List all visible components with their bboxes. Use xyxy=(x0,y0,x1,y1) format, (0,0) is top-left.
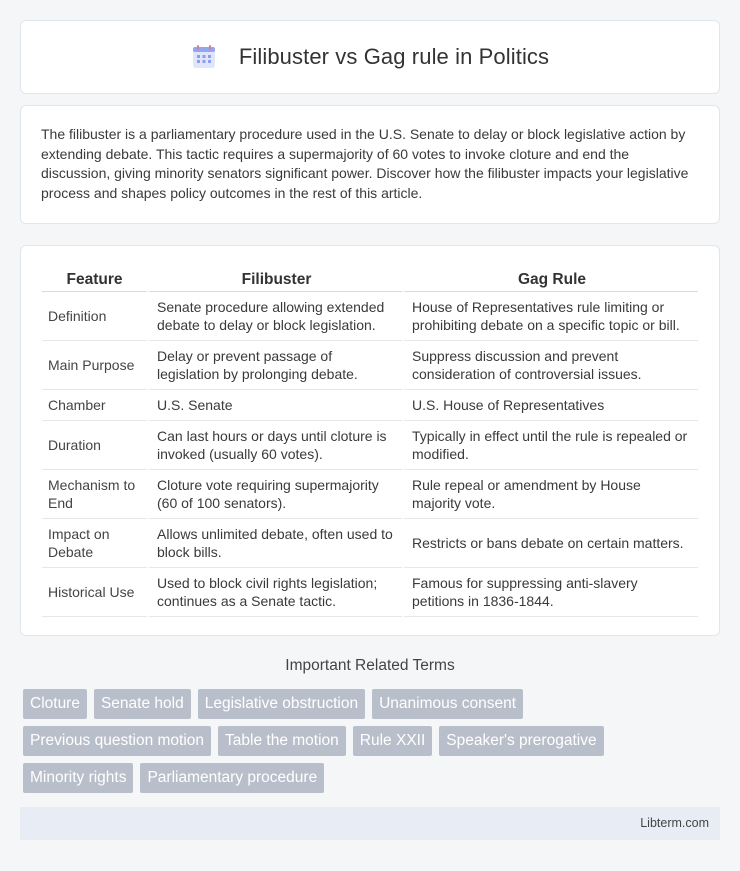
tag-unanimous-consent[interactable]: Unanimous consent xyxy=(372,689,523,719)
related-terms-list xyxy=(23,689,723,800)
tag-senate-hold[interactable]: Senate hold xyxy=(94,689,191,719)
related-terms-heading: Important Related Terms xyxy=(285,657,455,674)
gag-rule-cell: Rule repeal or amendment by House majority vote. xyxy=(402,470,698,519)
feature-cell: Chamber xyxy=(42,390,147,421)
filibuster-cell: U.S. Senate xyxy=(147,390,402,421)
filibuster-cell: Allows unlimited debate, often used to block bills. xyxy=(147,519,402,568)
table-row xyxy=(42,519,698,568)
tag-parliamentary-procedure[interactable]: Parliamentary procedure xyxy=(140,763,324,793)
gag-rule-cell: Typically in effect until the rule is repealed or modified. xyxy=(402,421,698,470)
intro-card xyxy=(20,105,720,224)
tag-previous-question-motion[interactable]: Previous question motion xyxy=(23,726,211,756)
table-row xyxy=(42,292,698,341)
table-row xyxy=(42,390,698,421)
tag-row xyxy=(23,763,723,793)
gag-rule-cell: House of Representatives rule limiting or prohibiting debate on a specific topic or bill. xyxy=(402,292,698,341)
tag-row xyxy=(23,726,723,756)
gag-rule-cell: Restricts or bans debate on certain matters. xyxy=(402,519,698,568)
table-row xyxy=(42,568,698,617)
header-feature: Feature xyxy=(42,266,147,292)
page-title: Filibuster vs Gag rule in Politics xyxy=(238,44,550,69)
title-card xyxy=(20,20,720,94)
filibuster-cell: Can last hours or days until cloture is invoked (usually 60 votes). xyxy=(147,421,402,470)
comparison-card xyxy=(20,245,720,636)
gag-rule-cell: U.S. House of Representatives xyxy=(402,390,698,421)
calendar-grid-icon xyxy=(191,44,217,70)
tag-rule-xxii[interactable]: Rule XXII xyxy=(353,726,432,756)
table-row xyxy=(42,421,698,470)
feature-cell: Definition xyxy=(42,292,147,341)
tag-minority-rights[interactable]: Minority rights xyxy=(23,763,133,793)
tag-table-the-motion[interactable]: Table the motion xyxy=(218,726,346,756)
tag-speakers-prerogative[interactable]: Speaker's prerogative xyxy=(439,726,603,756)
feature-cell: Impact on Debate xyxy=(42,519,147,568)
gag-rule-cell: Famous for suppressing anti-slavery petitions in 1836-1844. xyxy=(402,568,698,617)
footer xyxy=(20,807,720,840)
table-header-row xyxy=(42,266,698,292)
header-gag-rule: Gag Rule xyxy=(402,266,698,292)
filibuster-cell: Used to block civil rights legislation; continues as a Senate tactic. xyxy=(147,568,402,617)
header-filibuster: Filibuster xyxy=(147,266,402,292)
footer-site-link[interactable]: Libterm.com xyxy=(640,816,709,830)
gag-rule-cell: Suppress discussion and prevent consideration of controversial issues. xyxy=(402,341,698,390)
tag-cloture[interactable]: Cloture xyxy=(23,689,87,719)
intro-paragraph: The filibuster is a parliamentary procedure used in the U.S. Senate to delay or block legislative action by extending debate. This tactic requires a supermajority of 60 votes to invoke cloture and end the discussion, giving minority senators significant power. Discover how the filibuster impacts your legislative process and shapes policy outcomes in the rest of this article. xyxy=(41,126,689,201)
tag-row xyxy=(23,689,723,719)
filibuster-cell: Cloture vote requiring supermajority (60 of 100 senators). xyxy=(147,470,402,519)
feature-cell: Historical Use xyxy=(42,568,147,617)
comparison-table xyxy=(42,266,698,617)
table-row xyxy=(42,341,698,390)
feature-cell: Mechanism to End xyxy=(42,470,147,519)
feature-cell: Main Purpose xyxy=(42,341,147,390)
table-row xyxy=(42,470,698,519)
filibuster-cell: Delay or prevent passage of legislation by prolonging debate. xyxy=(147,341,402,390)
feature-cell: Duration xyxy=(42,421,147,470)
filibuster-cell: Senate procedure allowing extended debate to delay or block legislation. xyxy=(147,292,402,341)
tag-legislative-obstruction[interactable]: Legislative obstruction xyxy=(198,689,365,719)
